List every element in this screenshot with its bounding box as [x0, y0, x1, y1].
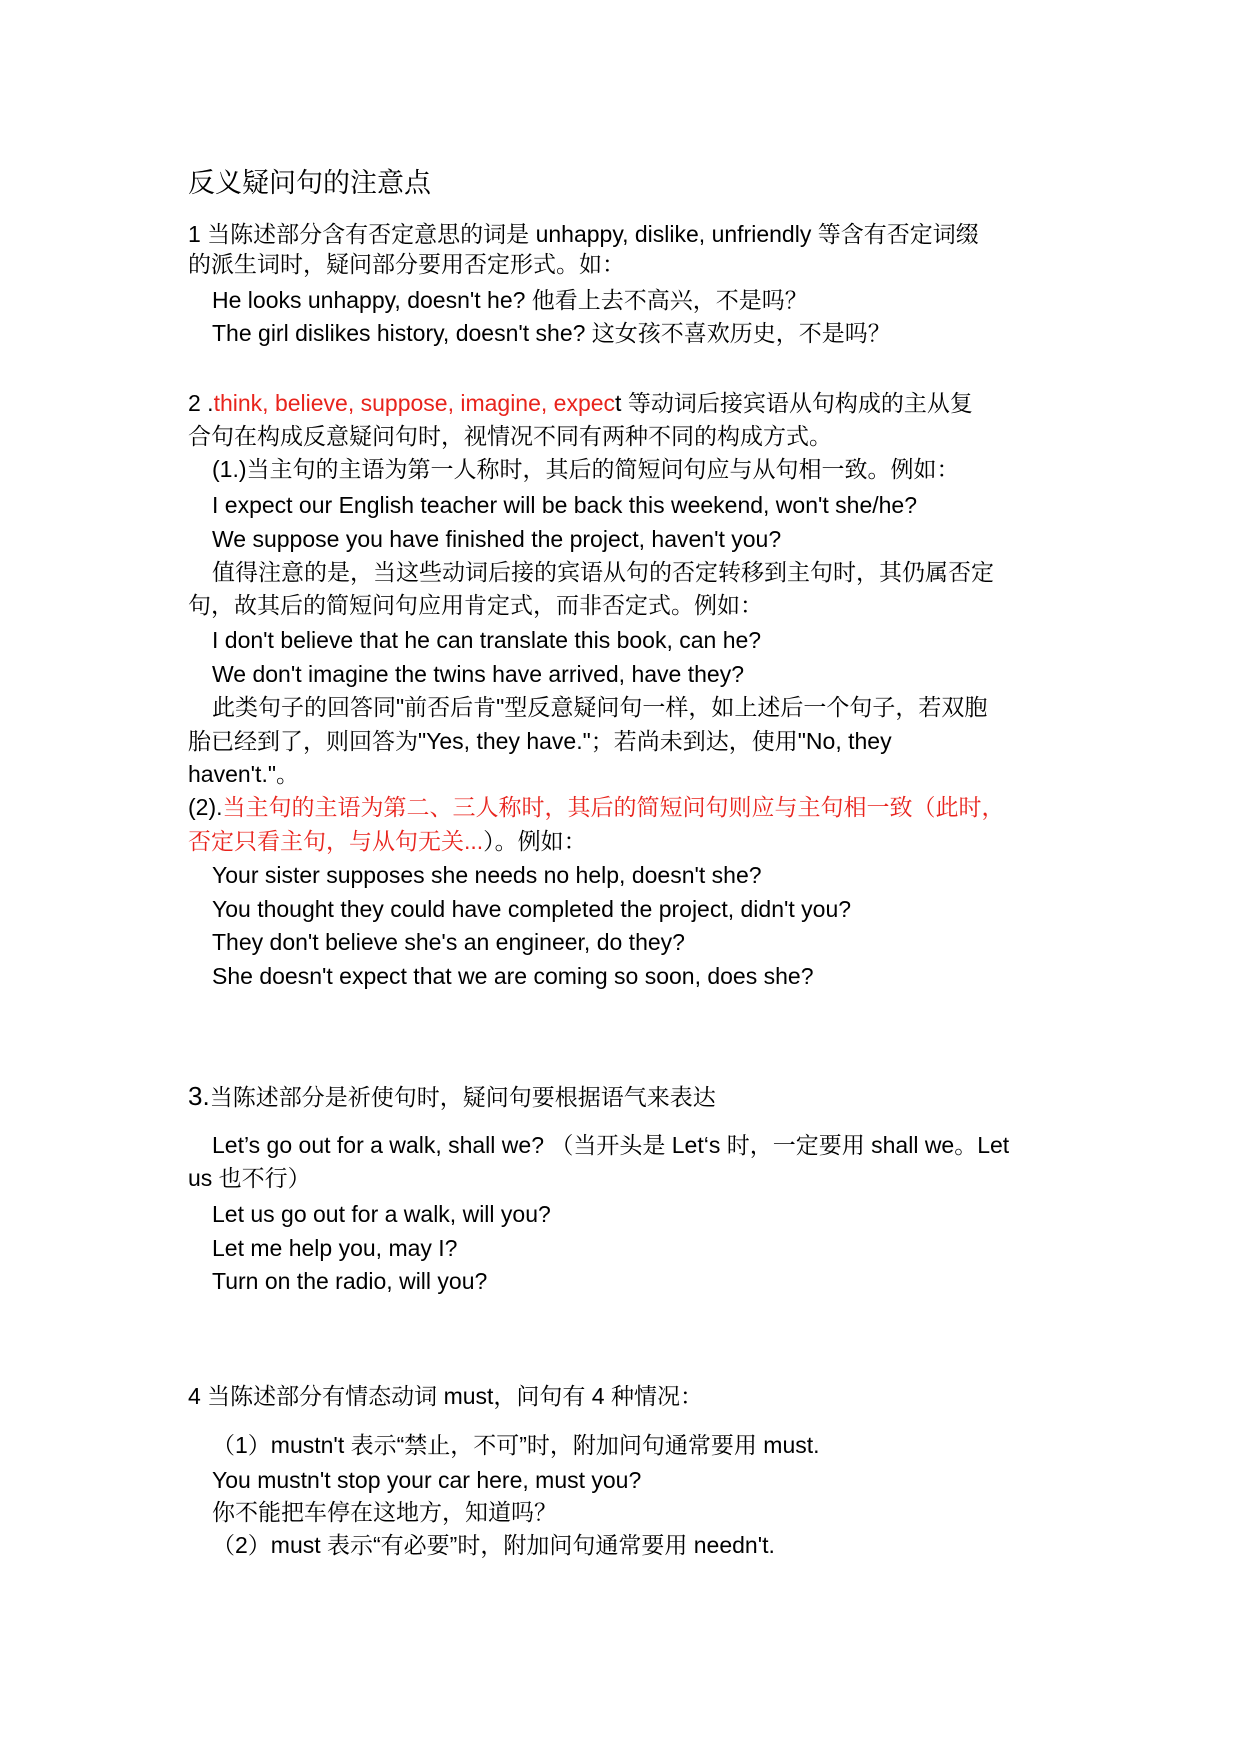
s2-text-line-2: 合句在构成反意疑问句时，视情况不同有两种不同的构成方式。	[188, 423, 832, 449]
s3-example-2: Let us go out for a walk, will you?	[212, 1201, 551, 1227]
s1-text-line-1: 1 当陈述部分含有否定意思的词是 unhappy, dislike, unfriendly 等含有否定词缀	[188, 221, 979, 247]
s4-point-1: （1）mustn't 表示“禁止，不可”时，附加问句通常要用 must.	[212, 1432, 820, 1458]
s2-example-5: Your sister supposes she needs no help, doesn't she?	[212, 862, 762, 888]
s2-verbs-highlight: think, believe, suppose, imagine, expec	[213, 390, 616, 416]
s1-example-2: The girl dislikes history, doesn't she? 这女孩不喜欢历史，不是吗？	[212, 320, 891, 346]
s2-answer-line-3: haven't."。	[188, 761, 300, 787]
s4-heading: 4 当陈述部分有情态动词 must，问句有 4 种情况：	[188, 1383, 703, 1409]
s3-example-3: Let me help you, may I?	[212, 1235, 458, 1261]
s2-answer-line-1: 此类句子的回答同"前否后肯"型反意疑问句一样，如上述后一个句子，若双胞	[212, 694, 988, 720]
s2-text-line-1	[188, 388, 1091, 418]
s2-point-2-line-1	[188, 792, 1091, 822]
s2-point-2-highlight-1: 当主句的主语为第二、三人称时，其后的简短问句则应与主句相一致（此时，	[222, 794, 1005, 820]
s3-heading	[188, 1081, 1091, 1112]
s2-point-2-tail: ）。例如：	[483, 828, 587, 854]
s1-text-line-2: 的派生词时，疑问部分要用否定形式。如：	[188, 251, 625, 277]
s4-example-1-translation: 你不能把车停在这地方，知道吗？	[212, 1499, 557, 1525]
s3-heading-number: 3.	[188, 1081, 210, 1111]
s2-point-2-line-2	[188, 826, 1091, 856]
s2-example-7: They don't believe she's an engineer, do they?	[212, 929, 685, 955]
s2-point-2-number: (2).	[188, 794, 223, 820]
s2-answer-line-2: 胎已经到了，则回答为"Yes, they have."；若尚未到达，使用"No, they	[188, 728, 892, 754]
s3-example-4: Turn on the radio, will you?	[212, 1268, 488, 1294]
s1-example-1: He looks unhappy, doesn't he? 他看上去不高兴，不是吗？	[212, 287, 808, 313]
s3-example-1: Let’s go out for a walk, shall we? （当开头是 Let‘s 时，一定要用 shall we。Let	[212, 1132, 1010, 1158]
s2-note-line-2: 句，故其后的简短问句应用肯定式，而非否定式。例如：	[188, 592, 763, 618]
s4-example-1: You mustn't stop your car here, must you?	[212, 1467, 642, 1493]
s2-example-2: We suppose you have finished the project, haven't you?	[212, 526, 782, 552]
s2-example-8: She doesn't expect that we are coming so soon, does she?	[212, 963, 814, 989]
s2-example-1: I expect our English teacher will be back this weekend, won't she/he?	[212, 492, 918, 518]
s2-line-1-rest: t 等动词后接宾语从句构成的主从复	[615, 390, 973, 416]
s3-example-1-continued: us 也不行）	[188, 1165, 311, 1191]
s4-point-2: （2）must 表示“有必要”时，附加问句通常要用 needn't.	[212, 1532, 775, 1558]
s2-example-3: I don't believe that he can translate this book, can he?	[212, 627, 762, 653]
s3-heading-text: 当陈述部分是祈使句时，疑问句要根据语气来表达	[209, 1084, 716, 1110]
s2-point-1: (1.)当主句的主语为第一人称时，其后的简短问句应与从句相一致。例如：	[212, 456, 960, 482]
page-title: 反义疑问句的注意点	[188, 168, 431, 198]
s2-number: 2 .	[188, 390, 214, 416]
s2-note-line-1: 值得注意的是，当这些动词后接的宾语从句的否定转移到主句时，其仍属否定	[212, 559, 994, 585]
s2-example-4: We don't imagine the twins have arrived, have they?	[212, 661, 744, 687]
s2-example-6: You thought they could have completed the project, didn't you?	[212, 896, 852, 922]
s2-point-2-highlight-2: 否定只看主句，与从句无关...	[188, 828, 484, 854]
